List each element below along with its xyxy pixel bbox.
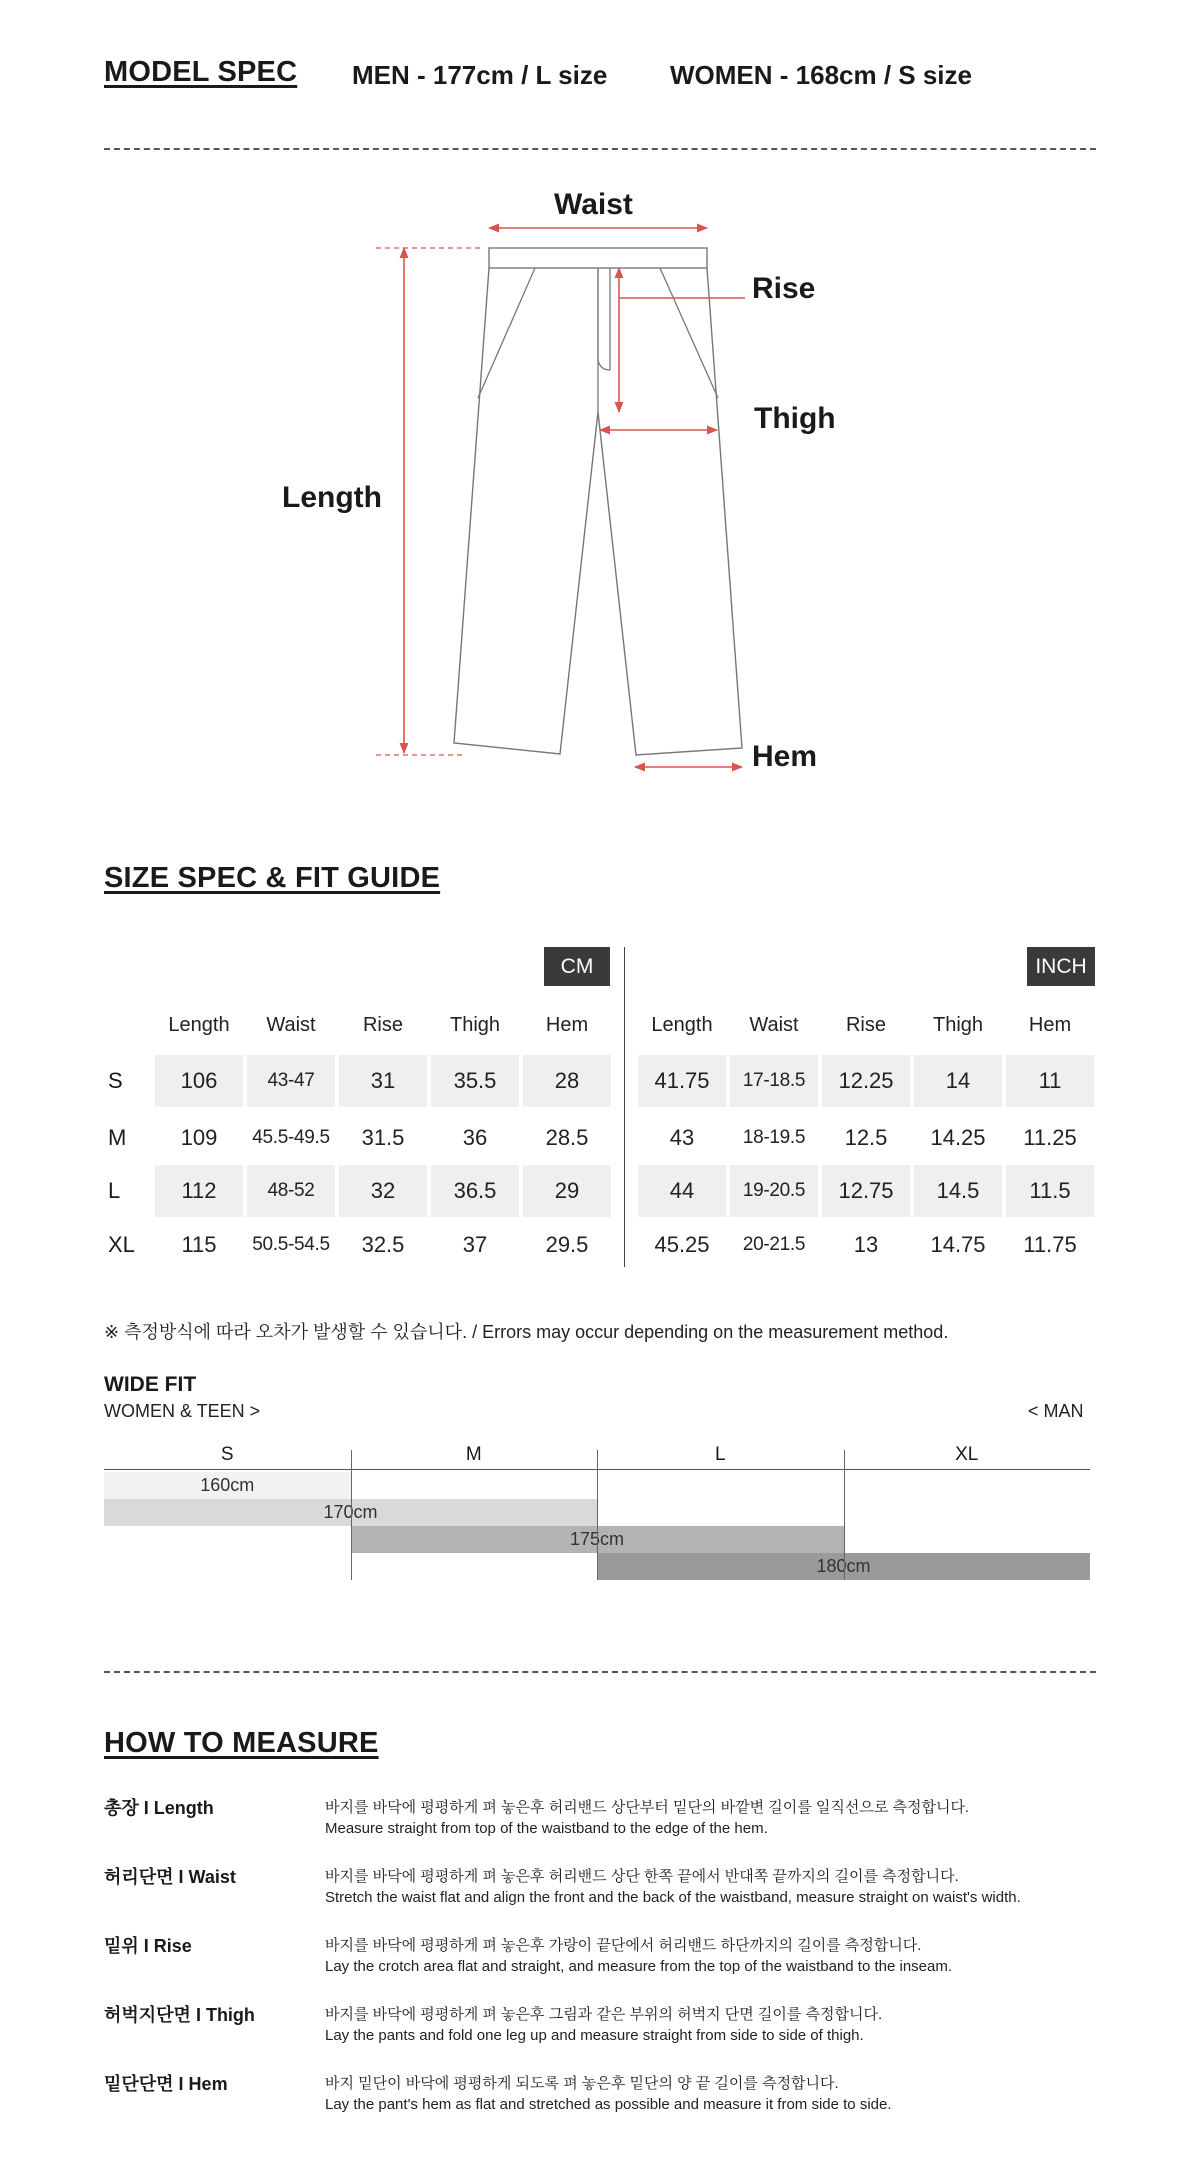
cm-cell: 50.5-54.5 [252,1234,330,1255]
left-pocket-line [478,268,535,398]
inch-cell: 45.25 [654,1232,710,1257]
inch-header-waist: Waist [749,1013,799,1036]
measure-description-ko: 바지를 바닥에 평평하게 펴 놓은후 허리밴드 상단부터 밑단의 바깥변 길이를 일직선으로 측정합니다. [325,1799,970,1816]
fit-guide-title: WIDE FIT [104,1373,197,1396]
measure-description-ko: 바지를 바닥에 평평하게 펴 놓은후 허리밴드 상단 한쪽 끝에서 반대쪽 끝까지의 길이를 측정합니다. [325,1868,959,1885]
divider-bottom [104,1671,1096,1673]
inch-cell: 14 [914,1055,1002,1107]
cm-cell: 31.5 [361,1125,405,1150]
measure-description-en: Stretch the waist flat and align the front and the back of the waistband, measure straight on waist's width. [325,1889,1021,1906]
inch-cell: 13 [853,1232,879,1257]
cm-header-length: Length [168,1013,230,1036]
measure-term: 허리단면 I Waist [104,1867,236,1887]
diagram-label-waist: Waist [554,188,633,221]
inch-cell: 12.5 [844,1125,888,1150]
cm-header-hem: Hem [545,1013,589,1036]
fit-bar-180cm: 180cm [597,1553,1090,1580]
measure-description-ko: 바지를 바닥에 평평하게 펴 놓은후 가랑이 끝단에서 허리밴드 하단까지의 길이를 측정합니다. [325,1937,922,1954]
fit-divider [844,1450,845,1580]
cm-cell: 32 [339,1165,427,1217]
cm-cell: 106 [155,1055,243,1107]
diagram-label-rise: Rise [752,272,816,305]
cm-header-rise: Rise [362,1013,403,1036]
size-label-l: L [108,1178,121,1203]
cm-header-thigh: Thigh [449,1013,501,1036]
table-divider [624,947,625,1267]
inch-header-thigh: Thigh [932,1013,984,1036]
fit-size-xl: XL [955,1444,979,1465]
diagram-label-hem: Hem [752,740,818,773]
measure-description-ko: 바지를 바닥에 평평하게 펴 놓은후 그림과 같은 부위의 허벅지 단면 길이를 측정합니다. [325,2006,883,2023]
inch-cell: 11.5 [1006,1165,1094,1217]
cm-header-waist: Waist [266,1013,316,1036]
cm-unit-badge: CM [544,947,610,986]
size-label-xl: XL [108,1232,135,1257]
fit-bar-170cm: 170cm [104,1499,597,1526]
inch-cell: 18-19.5 [742,1127,806,1148]
fit-size-l: L [714,1444,726,1465]
fit-bar-175cm: 175cm [351,1526,844,1553]
inch-cell: 11.25 [1023,1125,1077,1150]
diagram-label-length: Length [282,481,382,514]
fit-divider [351,1450,352,1580]
cm-cell: 28 [523,1055,611,1107]
cm-cell: 36 [462,1125,488,1150]
cm-cell: 32.5 [361,1232,405,1257]
measurement-note: ※ 측정방식에 따라 오차가 발생할 수 있습니다. / Errors may occur depending on the measurement method. [104,1322,949,1342]
measure-term: 총장 I Length [104,1798,214,1818]
cm-cell: 109 [180,1125,218,1150]
measure-term: 밑단단면 I Hem [104,2074,228,2094]
inch-cell: 41.75 [638,1055,726,1107]
model-spec-women: WOMEN - 168cm / S size [670,60,972,90]
fly-shape [598,268,610,370]
inch-cell: 14.5 [914,1165,1002,1217]
inch-cell: 14.25 [930,1125,986,1150]
inch-header-rise: Rise [845,1013,886,1036]
size-label-m: M [108,1125,127,1150]
divider-top [104,148,1096,150]
how-to-measure-title: HOW TO MEASURE [104,1727,379,1759]
inch-cell: 43 [669,1125,695,1150]
inch-cell: 11.75 [1023,1232,1077,1257]
measure-description-en: Measure straight from top of the waistband to the edge of the hem. [325,1820,768,1837]
inch-cell: 14.75 [930,1232,986,1257]
measure-description-en: Lay the crotch area flat and straight, and measure from the top of the waistband to the inseam. [325,1958,953,1975]
cm-cell: 28.5 [545,1125,589,1150]
measure-description-en: Lay the pants and fold one leg up and measure straight from side to side of thigh. [325,2027,864,2044]
cm-cell: 112 [155,1165,243,1217]
fit-size-s: S [220,1444,234,1465]
inch-cell: 12.25 [822,1055,910,1107]
measure-description-ko: 바지 밑단이 바닥에 평평하게 되도록 펴 놓은후 밑단의 양 끝 길이를 측정합니다. [325,2075,839,2092]
diagram-label-thigh: Thigh [754,402,836,435]
cm-cell: 48-52 [247,1165,335,1217]
fit-bar-160cm: 160cm [104,1472,351,1499]
measure-description-en: Lay the pant's hem as flat and stretched as possible and measure it from side to side. [325,2096,892,2113]
cm-cell: 31 [339,1055,427,1107]
fit-divider [597,1450,598,1580]
inch-cell: 19-20.5 [730,1165,818,1217]
cm-cell: 37 [462,1232,488,1257]
inch-cell: 12.75 [822,1165,910,1217]
waistband-shape [489,248,707,268]
measure-term: 허벅지단면 I Thigh [104,2005,255,2025]
fit-guide-left-label: WOMEN & TEEN > [104,1401,261,1421]
model-spec-men: MEN - 177cm / L size [352,60,608,90]
cm-cell: 43-47 [247,1055,335,1107]
measure-term: 밑위 I Rise [104,1936,192,1956]
inch-cell: 17-18.5 [730,1055,818,1107]
inch-unit-badge: INCH [1027,947,1095,986]
cm-cell: 29 [523,1165,611,1217]
cm-cell: 35.5 [431,1055,519,1107]
cm-cell: 45.5-49.5 [252,1127,330,1148]
fit-size-m: M [465,1444,482,1465]
cm-cell: 36.5 [431,1165,519,1217]
size-label-s: S [108,1068,123,1093]
fit-guide-right-label: < MAN [1028,1401,1084,1421]
inch-cell: 11 [1006,1055,1094,1107]
inch-header-hem: Hem [1028,1013,1072,1036]
cm-cell: 115 [181,1232,217,1257]
cm-cell: 29.5 [545,1232,589,1257]
size-spec-title: SIZE SPEC & FIT GUIDE [104,862,441,894]
right-pocket-line [660,268,718,398]
inch-cell: 44 [638,1165,726,1217]
model-spec-title: MODEL SPEC [104,56,298,88]
inch-cell: 20-21.5 [742,1234,806,1255]
inch-header-length: Length [651,1013,713,1036]
